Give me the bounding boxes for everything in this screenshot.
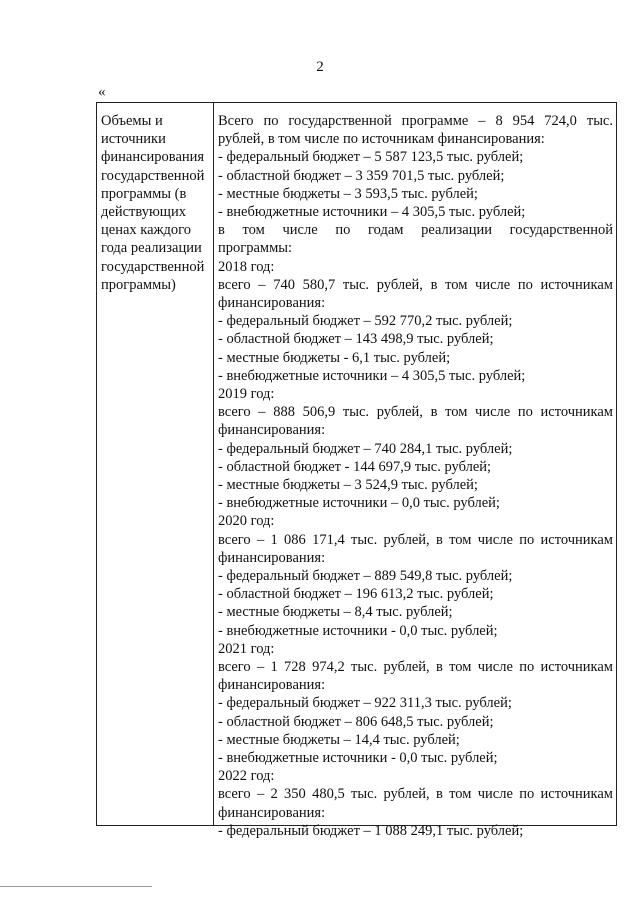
content-line: - федеральный бюджет – 5 587 123,5 тыс. рублей;: [218, 149, 524, 166]
content-line: всего – 1 086 171,4 тыс. рублей, в том числе по источникам: [218, 531, 613, 548]
content-line: - областной бюджет – 196 613,2 тыс. рублей;: [218, 586, 494, 603]
content-line: финансирования:: [218, 677, 326, 694]
content-line: - местные бюджеты – 8,4 тыс. рублей;: [218, 604, 453, 621]
content-line: - внебюджетные источники – 0,0 тыс. рублей;: [218, 495, 500, 512]
content-line: - федеральный бюджет – 889 549,8 тыс. рублей;: [218, 568, 513, 584]
table-content-cell: [214, 103, 616, 839]
label-line: программы): [101, 276, 176, 293]
content-line: программы:: [218, 240, 293, 257]
year-heading: 2019 год:: [218, 386, 275, 402]
content-line: - местные бюджеты – 3 524,9 тыс. рублей;: [218, 477, 478, 493]
financing-table: [96, 102, 617, 839]
label-line: действующих: [101, 204, 186, 221]
content-line: Всего по государственной программе – 8 954 724,0 тыс.: [218, 113, 613, 129]
content-line: - внебюджетные источники – 4 305,5 тыс. рублей;: [218, 204, 526, 220]
content-line: финансирования:: [218, 422, 326, 439]
content-line: - федеральный бюджет – 1 088 249,1 тыс. рублей;: [218, 822, 524, 839]
content-line: - местные бюджеты – 3 593,5 тыс. рублей;: [218, 185, 478, 202]
year-heading: 2021 год:: [218, 640, 275, 657]
label-line: государственной: [101, 167, 205, 184]
content-line: - федеральный бюджет – 740 284,1 тыс. рублей;: [218, 440, 513, 457]
content-line: всего – 1 728 974,2 тыс. рублей, в том числе по источникам: [218, 659, 613, 676]
content-line: - федеральный бюджет – 592 770,2 тыс. рублей;: [218, 313, 513, 330]
content-line: - областной бюджет – 143 498,9 тыс. рублей;: [218, 331, 494, 348]
label-line: государственной: [101, 258, 205, 275]
content-line: - внебюджетные источники - 0,0 тыс. рублей;: [218, 750, 498, 767]
content-line: - областной бюджет - 144 697,9 тыс. рублей;: [218, 458, 492, 475]
label-line: года реализации: [101, 240, 202, 257]
content-line: - областной бюджет – 806 648,5 тыс. рублей;: [218, 713, 494, 730]
label-line: финансирования: [101, 149, 205, 166]
opening-quote: «: [98, 84, 106, 100]
content-line: финансирования:: [218, 804, 326, 821]
year-heading: 2018 год:: [218, 258, 275, 275]
footer-rule: [0, 886, 152, 887]
label-line: ценах каждого: [101, 222, 192, 239]
label-line: Объемы и: [101, 113, 163, 129]
content-line: - областной бюджет – 3 359 701,5 тыс. рублей;: [218, 167, 505, 184]
content-line: всего – 888 506,9 тыс. рублей, в том числе по источникам: [218, 404, 613, 421]
content-line: в том числе по годам реализации государственной: [218, 222, 613, 239]
content-line: - местные бюджеты – 14,4 тыс. рублей;: [218, 731, 460, 748]
year-heading: 2020 год:: [218, 513, 275, 530]
content-line: - внебюджетные источники – 4 305,5 тыс. рублей;: [218, 367, 526, 384]
year-heading: 2022 год:: [218, 768, 275, 785]
content-line: - федеральный бюджет – 922 311,3 тыс. рублей;: [218, 695, 512, 712]
content-line: - внебюджетные источники - 0,0 тыс. рублей;: [218, 622, 498, 639]
label-line: источники: [101, 131, 166, 148]
content-line: рублей, в том числе по источникам финансирования:: [218, 131, 545, 148]
content-line: - местные бюджеты - 6,1 тыс. рублей;: [218, 349, 451, 366]
content-line: всего – 2 350 480,5 тыс. рублей, в том числе по источникам: [218, 786, 613, 803]
content-line: финансирования:: [218, 549, 326, 566]
content-line: финансирования:: [218, 294, 326, 311]
page-number: 2: [316, 59, 324, 75]
content-line: всего – 740 580,7 тыс. рублей, в том числе по источникам: [218, 276, 613, 293]
table-label-cell: [97, 103, 214, 825]
label-line: программы (в: [101, 185, 187, 202]
